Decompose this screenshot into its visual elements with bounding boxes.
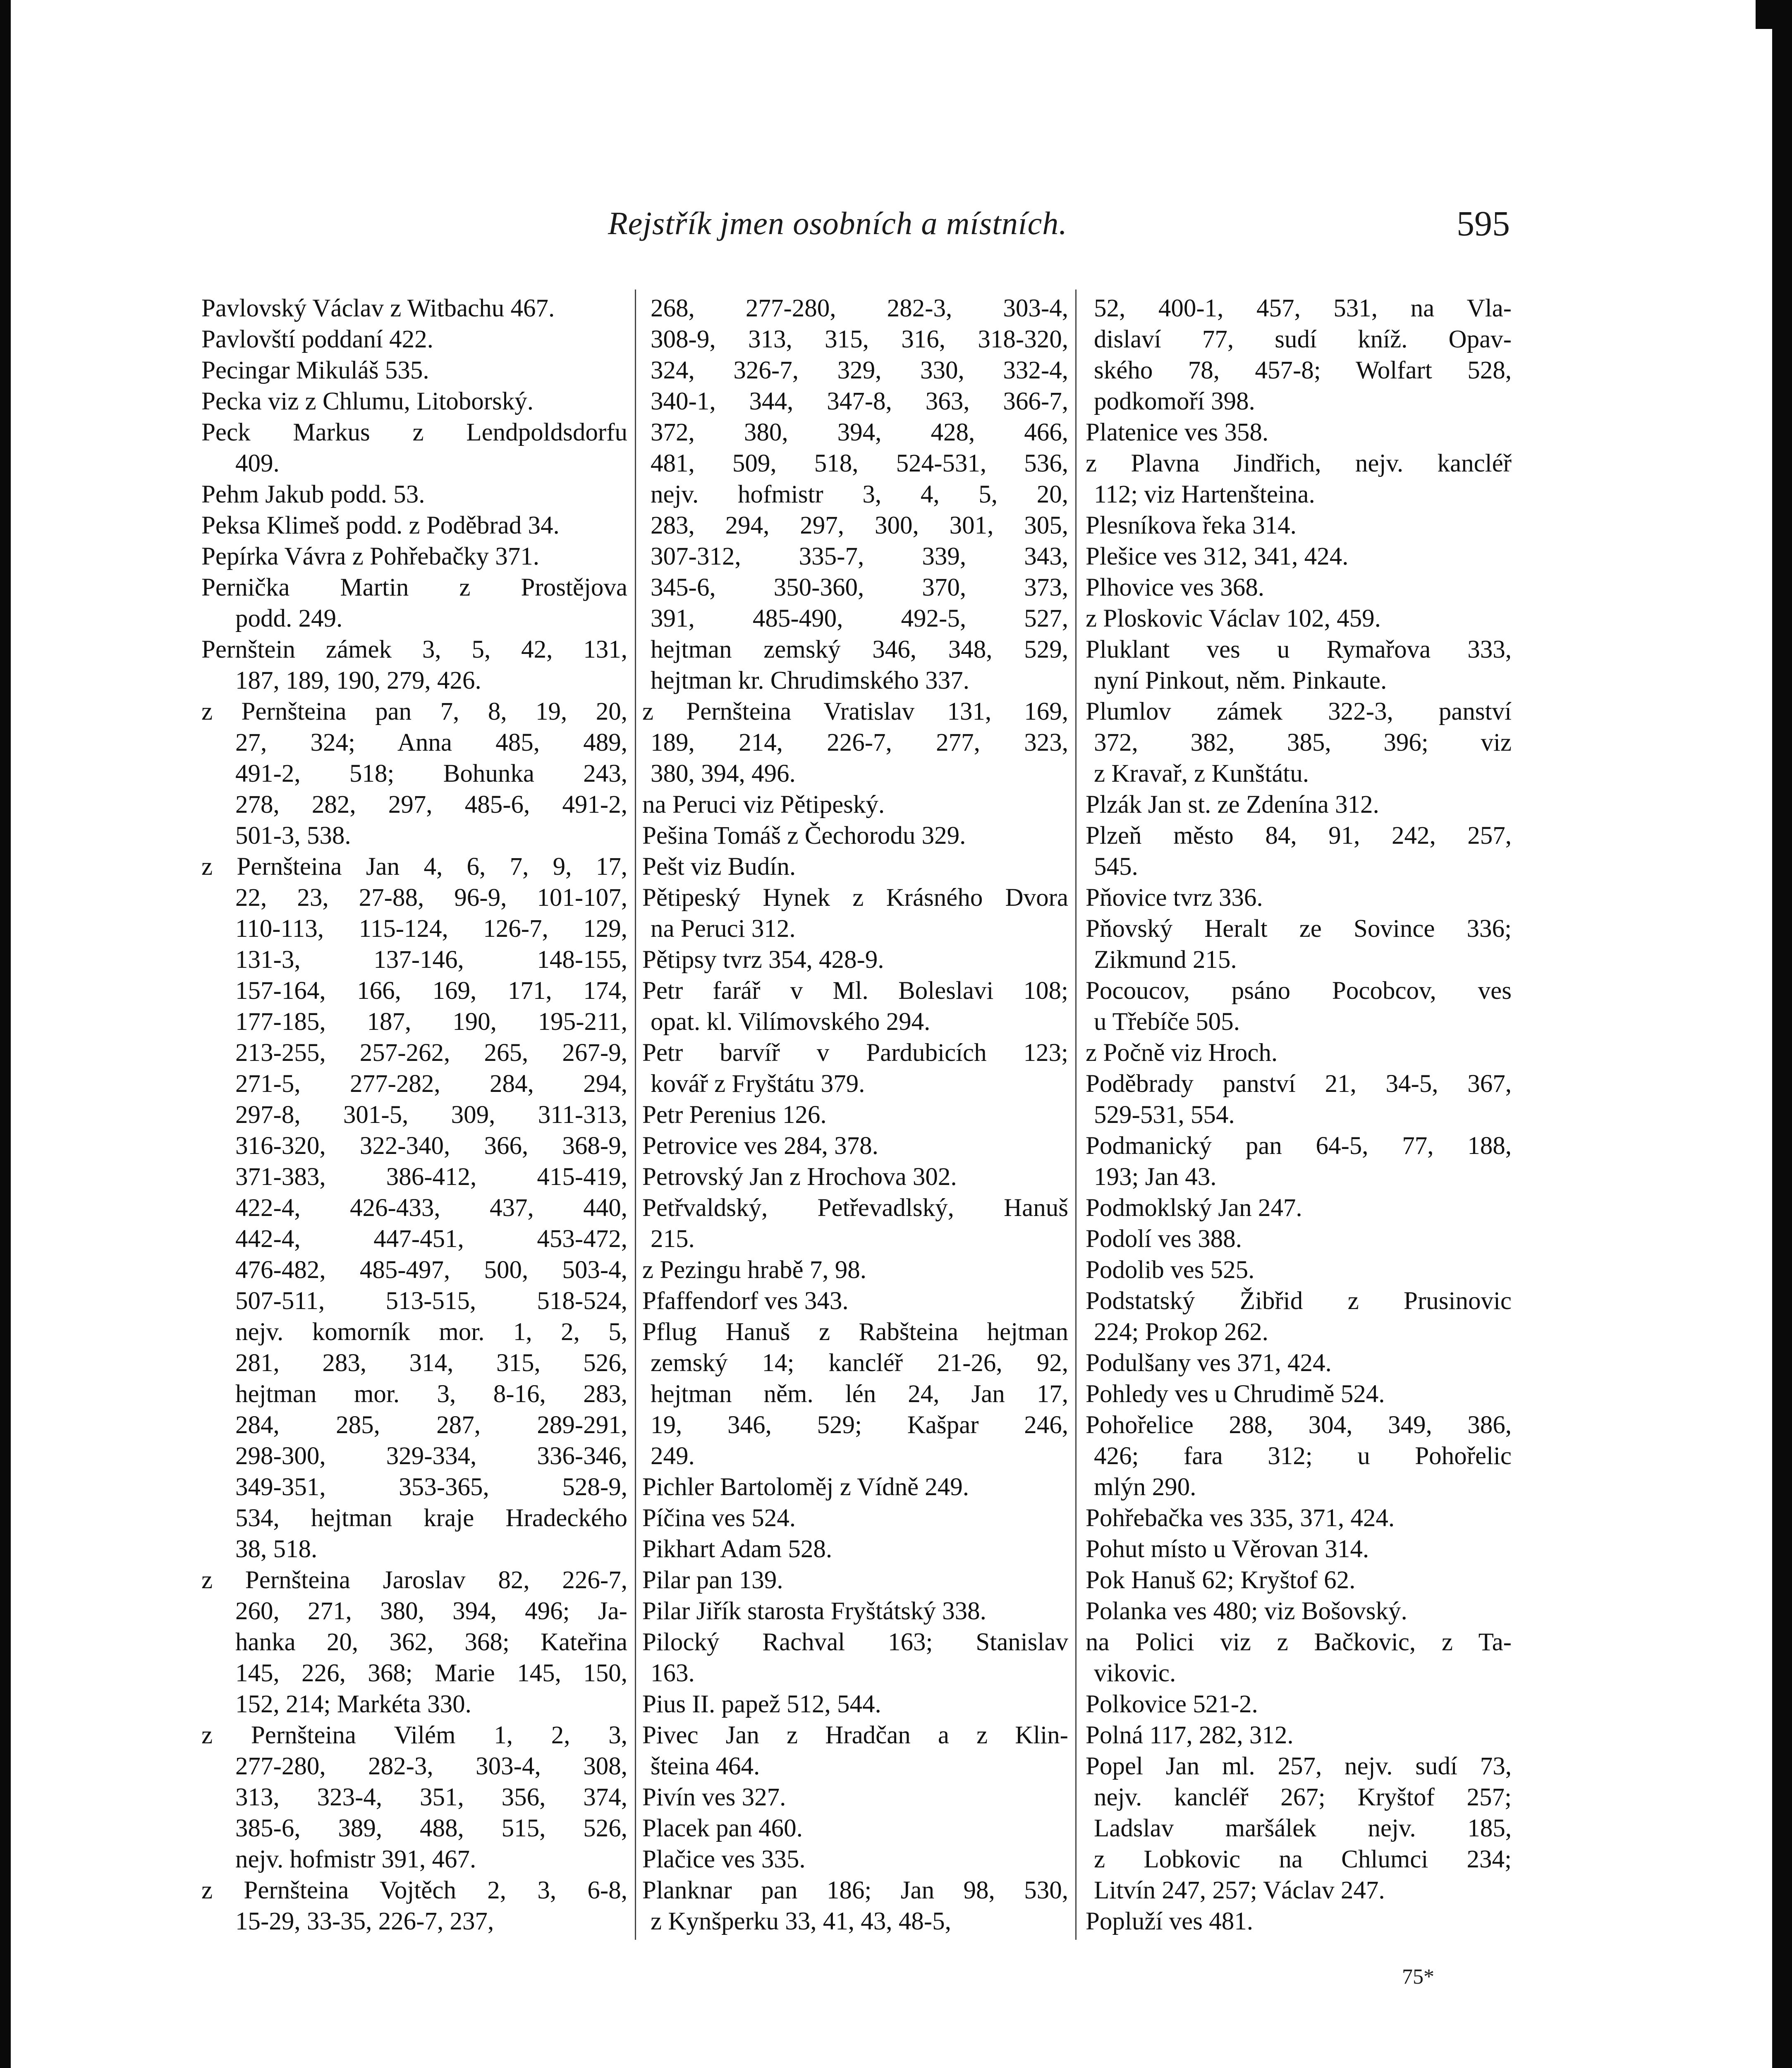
index-line: 297-8, 301-5, 309, 311-313,: [235, 1101, 627, 1129]
index-line: mlýn 290.: [1094, 1473, 1196, 1501]
index-line: 545.: [1094, 853, 1138, 881]
index-line: 224; Prokop 262.: [1094, 1318, 1268, 1346]
index-line: 308-9, 313, 315, 316, 318-320,: [651, 326, 1068, 353]
index-line: z Pezingu hrabě 7, 98.: [642, 1256, 867, 1284]
index-line: z Pernšteina Vratislav 131, 169,: [642, 698, 1068, 725]
running-header: Rejstřík jmen osobních a místních.: [608, 205, 1067, 241]
index-line: Planknar pan 186; Jan 98, 530,: [642, 1877, 1068, 1904]
index-line: 213-255, 257-262, 265, 267-9,: [235, 1039, 627, 1067]
index-line: 27, 324; Anna 485, 489,: [235, 729, 627, 756]
index-line: 491-2, 518; Bohunka 243,: [235, 760, 627, 787]
index-line: Petrovice ves 284, 378.: [642, 1132, 878, 1160]
index-line: kovář z Fryštátu 379.: [651, 1070, 865, 1098]
index-line: 152, 214; Markéta 330.: [235, 1690, 471, 1718]
index-line: Podolib ves 525.: [1086, 1256, 1255, 1284]
index-line: Popel Jan ml. 257, nejv. sudí 73,: [1086, 1752, 1512, 1780]
index-line: 313, 323-4, 351, 356, 374,: [235, 1783, 627, 1811]
index-line: Pavlovský Václav z Witbachu 467.: [201, 294, 555, 322]
index-line: z Pernšteina Vojtěch 2, 3, 6-8,: [201, 1877, 627, 1904]
index-line: Podulšany ves 371, 424.: [1086, 1349, 1332, 1377]
column-rule-2: [1075, 290, 1077, 1940]
index-line: Pohořelice 288, 304, 349, 386,: [1086, 1411, 1512, 1439]
index-line: Pepírka Vávra z Pohřebačky 371.: [201, 543, 540, 570]
index-line: 426; fara 312; u Pohořelic: [1094, 1442, 1512, 1470]
index-line: 372, 380, 394, 428, 466,: [651, 419, 1068, 446]
index-line: Podstatský Žibřid z Prusinovic: [1086, 1287, 1512, 1315]
index-line: 277-280, 282-3, 303-4, 308,: [235, 1752, 627, 1780]
index-line: Plumlov zámek 322-3, panství: [1086, 698, 1512, 725]
index-line: 249.: [651, 1442, 695, 1470]
index-line: z Pernšteina Jan 4, 6, 7, 9, 17,: [201, 853, 627, 881]
index-line: na Peruci viz Pětipeský.: [642, 791, 885, 819]
index-line: Pehm Jakub podd. 53.: [201, 481, 425, 508]
index-line: Pětipsy tvrz 354, 428-9.: [642, 946, 884, 974]
index-line: 340-1, 344, 347-8, 363, 366-7,: [651, 388, 1068, 415]
index-line: 372, 382, 385, 396; viz: [1094, 729, 1512, 756]
index-line: opat. kl. Vilímovského 294.: [651, 1008, 931, 1036]
index-line: z Lobkovic na Chlumci 234;: [1094, 1845, 1512, 1873]
index-line: Podmoklský Jan 247.: [1086, 1194, 1302, 1222]
index-line: 110-113, 115-124, 126-7, 129,: [235, 915, 627, 943]
index-line: z Pernšteina pan 7, 8, 19, 20,: [201, 698, 627, 725]
index-line: 187, 189, 190, 279, 426.: [235, 667, 481, 694]
index-line: Pernička Martin z Prostějova: [201, 574, 627, 601]
index-line: Pohřebačka ves 335, 371, 424.: [1086, 1504, 1395, 1532]
index-line: Plhovice ves 368.: [1086, 574, 1265, 601]
index-line: šteina 464.: [651, 1752, 760, 1780]
index-line: Petr farář v Ml. Boleslavi 108;: [642, 977, 1068, 1005]
index-line: 442-4, 447-451, 453-472,: [235, 1225, 627, 1253]
index-line: Platenice ves 358.: [1086, 419, 1269, 446]
index-line: Petr Perenius 126.: [642, 1101, 827, 1129]
index-line: u Třebíče 505.: [1094, 1008, 1240, 1036]
index-line: Pok Hanuš 62; Kryštof 62.: [1086, 1566, 1356, 1594]
index-line: Polanka ves 480; viz Bošovský.: [1086, 1597, 1407, 1625]
index-line: Peksa Klimeš podd. z Poděbrad 34.: [201, 512, 560, 539]
index-line: Pecka viz z Chlumu, Litoborský.: [201, 388, 534, 415]
index-line: 345-6, 350-360, 370, 373,: [651, 574, 1068, 601]
index-line: Plzeň město 84, 91, 242, 257,: [1086, 822, 1512, 850]
index-line: Podolí ves 388.: [1086, 1225, 1242, 1253]
index-line: Pflug Hanuš z Rabšteina hejtman: [642, 1318, 1068, 1346]
index-line: nyní Pinkout, něm. Pinkaute.: [1094, 667, 1387, 694]
index-line: nejv. komorník mor. 1, 2, 5,: [235, 1318, 627, 1346]
index-line: Plzák Jan st. ze Zdenína 312.: [1086, 791, 1379, 819]
index-line: z Počně viz Hroch.: [1086, 1039, 1278, 1067]
index-column-3: [1086, 293, 1512, 1937]
index-line: Peck Markus z Lendpoldsdorfu: [201, 419, 627, 446]
index-line: 131-3, 137-146, 148-155,: [235, 946, 627, 974]
index-line: z Kravař, z Kunštátu.: [1094, 760, 1309, 787]
index-line: Pfaffendorf ves 343.: [642, 1287, 849, 1315]
index-line: 145, 226, 368; Marie 145, 150,: [235, 1659, 627, 1687]
index-line: Litvín 247, 257; Václav 247.: [1094, 1877, 1385, 1904]
index-line: Pilocký Rachval 163; Stanislav: [642, 1628, 1068, 1656]
index-line: Petr barvíř v Pardubicích 123;: [642, 1039, 1068, 1067]
scan-border-left: [0, 0, 11, 2068]
index-line: hejtman zemský 346, 348, 529,: [651, 636, 1068, 663]
index-line: podd. 249.: [235, 605, 343, 632]
index-line: Pichler Bartoloměj z Vídně 249.: [642, 1473, 969, 1501]
index-line: 271-5, 277-282, 284, 294,: [235, 1070, 627, 1098]
index-line: 112; viz Hartenšteina.: [1094, 481, 1315, 508]
index-line: 52, 400-1, 457, 531, na Vla-: [1094, 294, 1512, 322]
index-line: Pohledy ves u Chrudimě 524.: [1086, 1380, 1385, 1408]
index-line: 534, hejtman kraje Hradeckého: [235, 1504, 627, 1532]
index-line: 298-300, 329-334, 336-346,: [235, 1442, 627, 1470]
index-line: Pavlovští poddaní 422.: [201, 326, 433, 353]
index-line: 15-29, 33-35, 226-7, 237,: [235, 1908, 494, 1935]
index-line: Pilar pan 139.: [642, 1566, 783, 1594]
scan-border-right: [1772, 0, 1792, 2068]
index-line: 316-320, 322-340, 366, 368-9,: [235, 1132, 627, 1160]
index-line: Ladslav maršálek nejv. 185,: [1094, 1814, 1512, 1842]
index-line: 177-185, 187, 190, 195-211,: [235, 1008, 627, 1036]
page-number: 595: [1457, 203, 1510, 243]
index-line: Plačice ves 335.: [642, 1845, 806, 1873]
index-line: na Polici viz z Bačkovic, z Ta-: [1086, 1628, 1512, 1656]
index-line: Plešice ves 312, 341, 424.: [1086, 543, 1349, 570]
index-line: Pňovice tvrz 336.: [1086, 884, 1263, 912]
index-line: 189, 214, 226-7, 277, 323,: [651, 729, 1068, 756]
index-line: nejv. kancléř 267; Kryštof 257;: [1094, 1783, 1512, 1811]
index-line: 278, 282, 297, 485-6, 491-2,: [235, 791, 627, 819]
index-line: na Peruci 312.: [651, 915, 796, 943]
index-line: Pivín ves 327.: [642, 1783, 786, 1811]
index-line: 476-482, 485-497, 500, 503-4,: [235, 1256, 627, 1284]
index-line: 409.: [235, 450, 280, 477]
index-line: Pětipeský Hynek z Krásného Dvora: [642, 884, 1068, 912]
index-line: 501-3, 538.: [235, 822, 351, 850]
index-line: 307-312, 335-7, 339, 343,: [651, 543, 1068, 570]
index-line: 349-351, 353-365, 528-9,: [235, 1473, 627, 1501]
index-line: vikovic.: [1094, 1659, 1176, 1687]
index-line: 281, 283, 314, 315, 526,: [235, 1349, 627, 1377]
signature-mark: 75*: [1402, 1965, 1434, 1989]
index-line: 193; Jan 43.: [1094, 1163, 1217, 1191]
index-line: 163.: [651, 1659, 695, 1687]
index-line: 215.: [651, 1225, 695, 1253]
index-line: 371-383, 386-412, 415-419,: [235, 1163, 627, 1191]
index-line: 19, 346, 529; Kašpar 246,: [651, 1411, 1068, 1439]
index-line: 422-4, 426-433, 437, 440,: [235, 1194, 627, 1222]
index-line: Pernštein zámek 3, 5, 42, 131,: [201, 636, 627, 663]
index-line: nejv. hofmistr 3, 4, 5, 20,: [651, 481, 1068, 508]
index-line: Placek pan 460.: [642, 1814, 803, 1842]
index-line: hejtman kr. Chrudimského 337.: [651, 667, 969, 694]
index-line: Pecingar Mikuláš 535.: [201, 357, 429, 384]
index-line: Píčina ves 524.: [642, 1504, 796, 1532]
index-line: hejtman mor. 3, 8-16, 283,: [235, 1380, 627, 1408]
index-line: Pňovský Heralt ze Sovince 336;: [1086, 915, 1512, 943]
index-line: Pešt viz Budín.: [642, 853, 796, 881]
index-line: Petřvaldský, Petřevadlský, Hanuš: [642, 1194, 1068, 1222]
index-line: 284, 285, 287, 289-291,: [235, 1411, 627, 1439]
index-line: 38, 518.: [235, 1535, 318, 1563]
index-line: z Plavna Jindřich, nejv. kancléř: [1086, 450, 1512, 477]
index-line: 385-6, 389, 488, 515, 526,: [235, 1814, 627, 1842]
index-line: dislaví 77, sudí kníž. Opav-: [1094, 326, 1512, 353]
column-rule-1: [635, 290, 636, 1940]
index-line: z Pernšteina Vilém 1, 2, 3,: [201, 1721, 627, 1749]
index-line: Popluží ves 481.: [1086, 1908, 1253, 1935]
index-line: Plesníkova řeka 314.: [1086, 512, 1297, 539]
index-line: hejtman něm. lén 24, Jan 17,: [651, 1380, 1068, 1408]
index-line: hanka 20, 362, 368; Kateřina: [235, 1628, 627, 1656]
index-line: z Ploskovic Václav 102, 459.: [1086, 605, 1381, 632]
index-line: Pocoucov, psáno Pocobcov, ves: [1086, 977, 1512, 1005]
index-line: 157-164, 166, 169, 171, 174,: [235, 977, 627, 1005]
index-line: 507-511, 513-515, 518-524,: [235, 1287, 627, 1315]
index-line: Pius II. papež 512, 544.: [642, 1690, 881, 1718]
index-line: z Kynšperku 33, 41, 43, 48-5,: [651, 1908, 951, 1935]
index-column-1: [201, 293, 627, 1937]
index-line: Pluklant ves u Rymařova 333,: [1086, 636, 1512, 663]
scan-border-corner: [1756, 0, 1772, 29]
index-line: 268, 277-280, 282-3, 303-4,: [651, 294, 1068, 322]
index-line: 391, 485-490, 492-5, 527,: [651, 605, 1068, 632]
index-line: 481, 509, 518, 524-531, 536,: [651, 450, 1068, 477]
index-line: nejv. hofmistr 391, 467.: [235, 1845, 476, 1873]
index-line: 22, 23, 27-88, 96-9, 101-107,: [235, 884, 627, 912]
index-line: z Pernšteina Jaroslav 82, 226-7,: [201, 1566, 627, 1594]
index-line: Petrovský Jan z Hrochova 302.: [642, 1163, 957, 1191]
index-line: 260, 271, 380, 394, 496; Ja-: [235, 1597, 627, 1625]
index-line: Zikmund 215.: [1094, 946, 1237, 974]
index-line: Pohut místo u Věrovan 314.: [1086, 1535, 1369, 1563]
index-line: Pivec Jan z Hradčan a z Klin-: [642, 1721, 1068, 1749]
index-line: Podmanický pan 64-5, 77, 188,: [1086, 1132, 1512, 1160]
index-line: 324, 326-7, 329, 330, 332-4,: [651, 357, 1068, 384]
index-line: 380, 394, 496.: [651, 760, 796, 787]
index-line: Polkovice 521-2.: [1086, 1690, 1258, 1718]
index-line: Pikhart Adam 528.: [642, 1535, 833, 1563]
index-line: 529-531, 554.: [1094, 1101, 1235, 1129]
index-line: zemský 14; kancléř 21-26, 92,: [651, 1349, 1068, 1377]
index-line: Poděbrady panství 21, 34-5, 367,: [1086, 1070, 1512, 1098]
index-line: Pešina Tomáš z Čechorodu 329.: [642, 822, 966, 850]
index-line: Polná 117, 282, 312.: [1086, 1721, 1294, 1749]
index-line: 283, 294, 297, 300, 301, 305,: [651, 512, 1068, 539]
index-line: Pilar Jiřík starosta Fryštátský 338.: [642, 1597, 986, 1625]
index-line: podkomoří 398.: [1094, 388, 1255, 415]
index-line: ského 78, 457-8; Wolfart 528,: [1094, 357, 1512, 384]
index-column-2: [642, 293, 1068, 1937]
